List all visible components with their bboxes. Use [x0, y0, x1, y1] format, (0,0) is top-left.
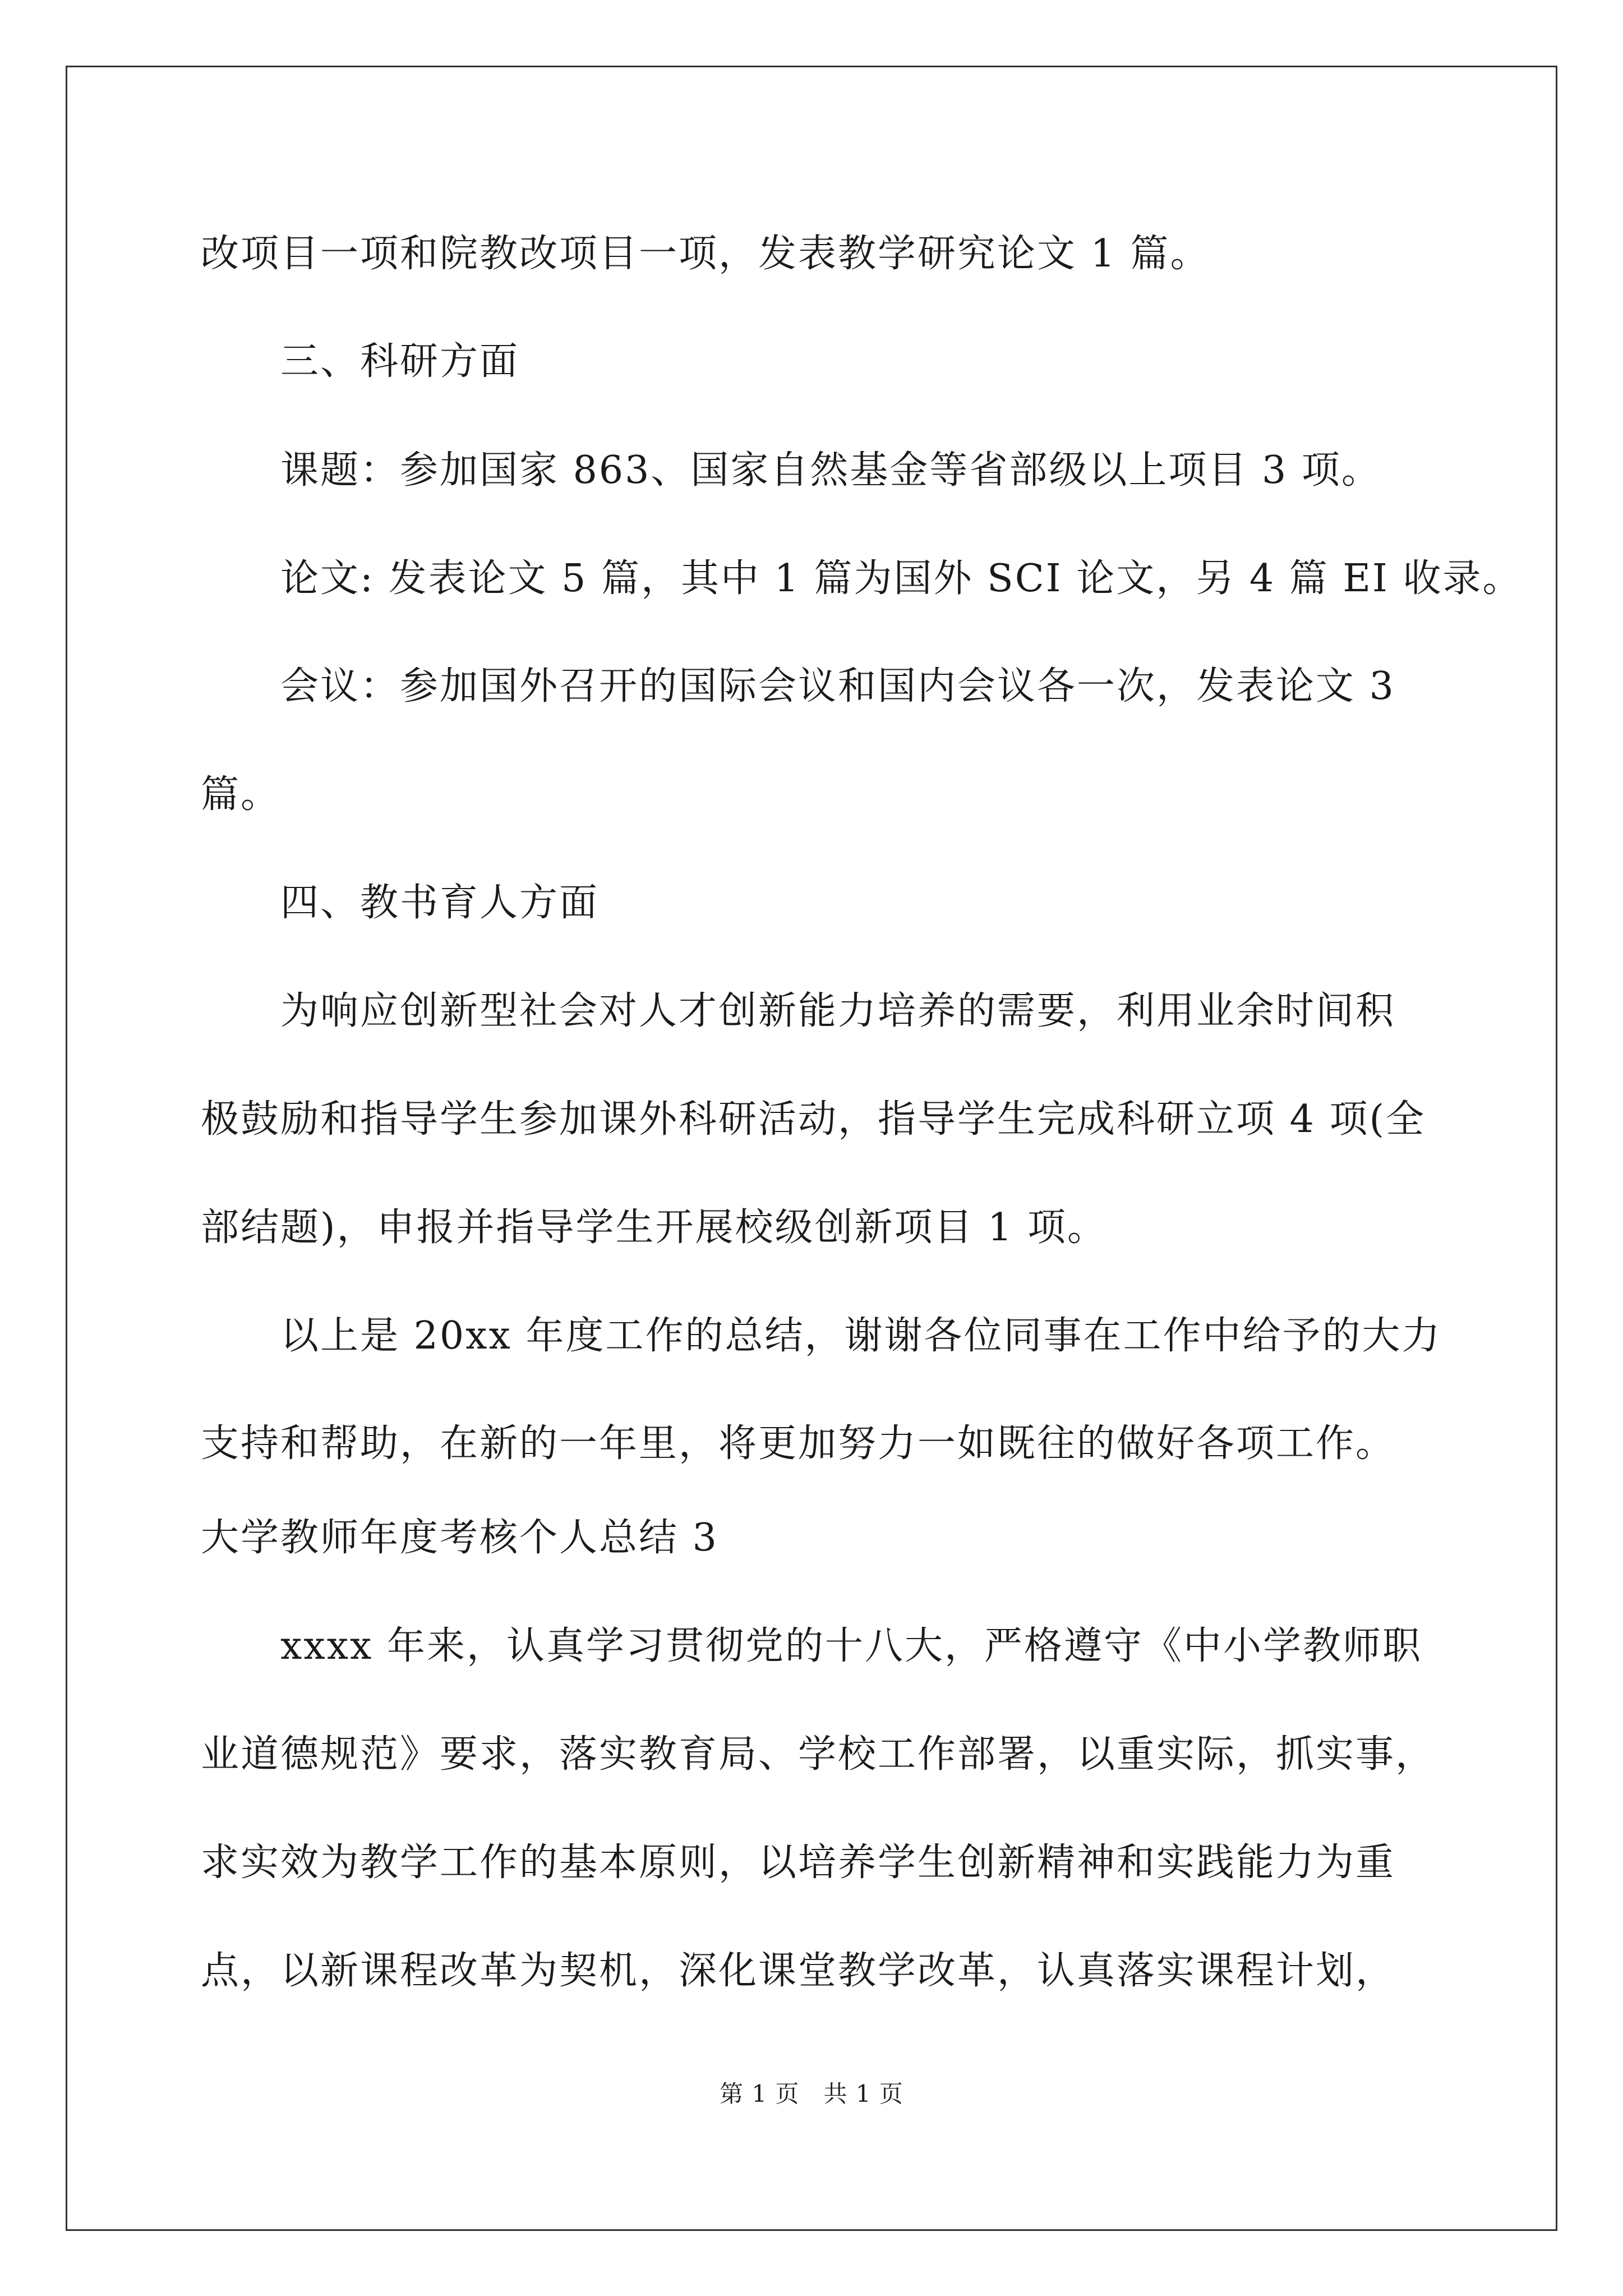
text-line: 求实效为教学工作的基本原则，以培养学生创新精神和实践能力为重	[201, 1841, 1396, 1885]
text-line: 改项目一项和院教改项目一项，发表教学研究论文 1 篇。	[201, 232, 1210, 276]
page-number-footer: 第 1 页 共 1 页	[720, 2080, 903, 2108]
text-line: xxxx 年来，认真学习贯彻党的十八大，严格遵守《中小学教师职	[280, 1624, 1423, 1668]
page-border	[66, 66, 1557, 2231]
text-line: 点，以新课程改革为契机，深化课堂教学改革，认真落实课程计划，	[201, 1949, 1396, 1993]
text-line: 支持和帮助，在新的一年里，将更加努力一如既往的做好各项工作。	[201, 1421, 1396, 1466]
text-line: 为响应创新型社会对人才创新能力培养的需要，利用业余时间积	[280, 989, 1396, 1033]
text-line: 会议：参加国外召开的国际会议和国内会议各一次，发表论文 3	[280, 664, 1395, 708]
text-line: 极鼓励和指导学生参加课外科研活动，指导学生完成科研立项 4 项(全	[201, 1097, 1426, 1142]
text-line: 以上是 20xx 年度工作的总结，谢谢各位同事在工作中给予的大力	[280, 1314, 1442, 1358]
text-line: 业道德规范》要求，落实教育局、学校工作部署，以重实际，抓实事，	[201, 1732, 1436, 1777]
text-line: 论文: 发表论文 5 篇，其中 1 篇为国外 SCI 论文，另 4 篇 EI 收录。	[280, 556, 1523, 601]
document-title: 大学教师年度考核个人总结 3	[201, 1516, 718, 1560]
text-line: 篇。	[201, 772, 281, 817]
text-line: 部结题)，申报并指导学生开展校级创新项目 1 项。	[201, 1205, 1108, 1250]
text-line: 课题：参加国家 863、国家自然基金等省部级以上项目 3 项。	[280, 448, 1381, 493]
section-heading: 四、教书育人方面	[280, 881, 600, 925]
section-heading: 三、科研方面	[280, 339, 520, 384]
